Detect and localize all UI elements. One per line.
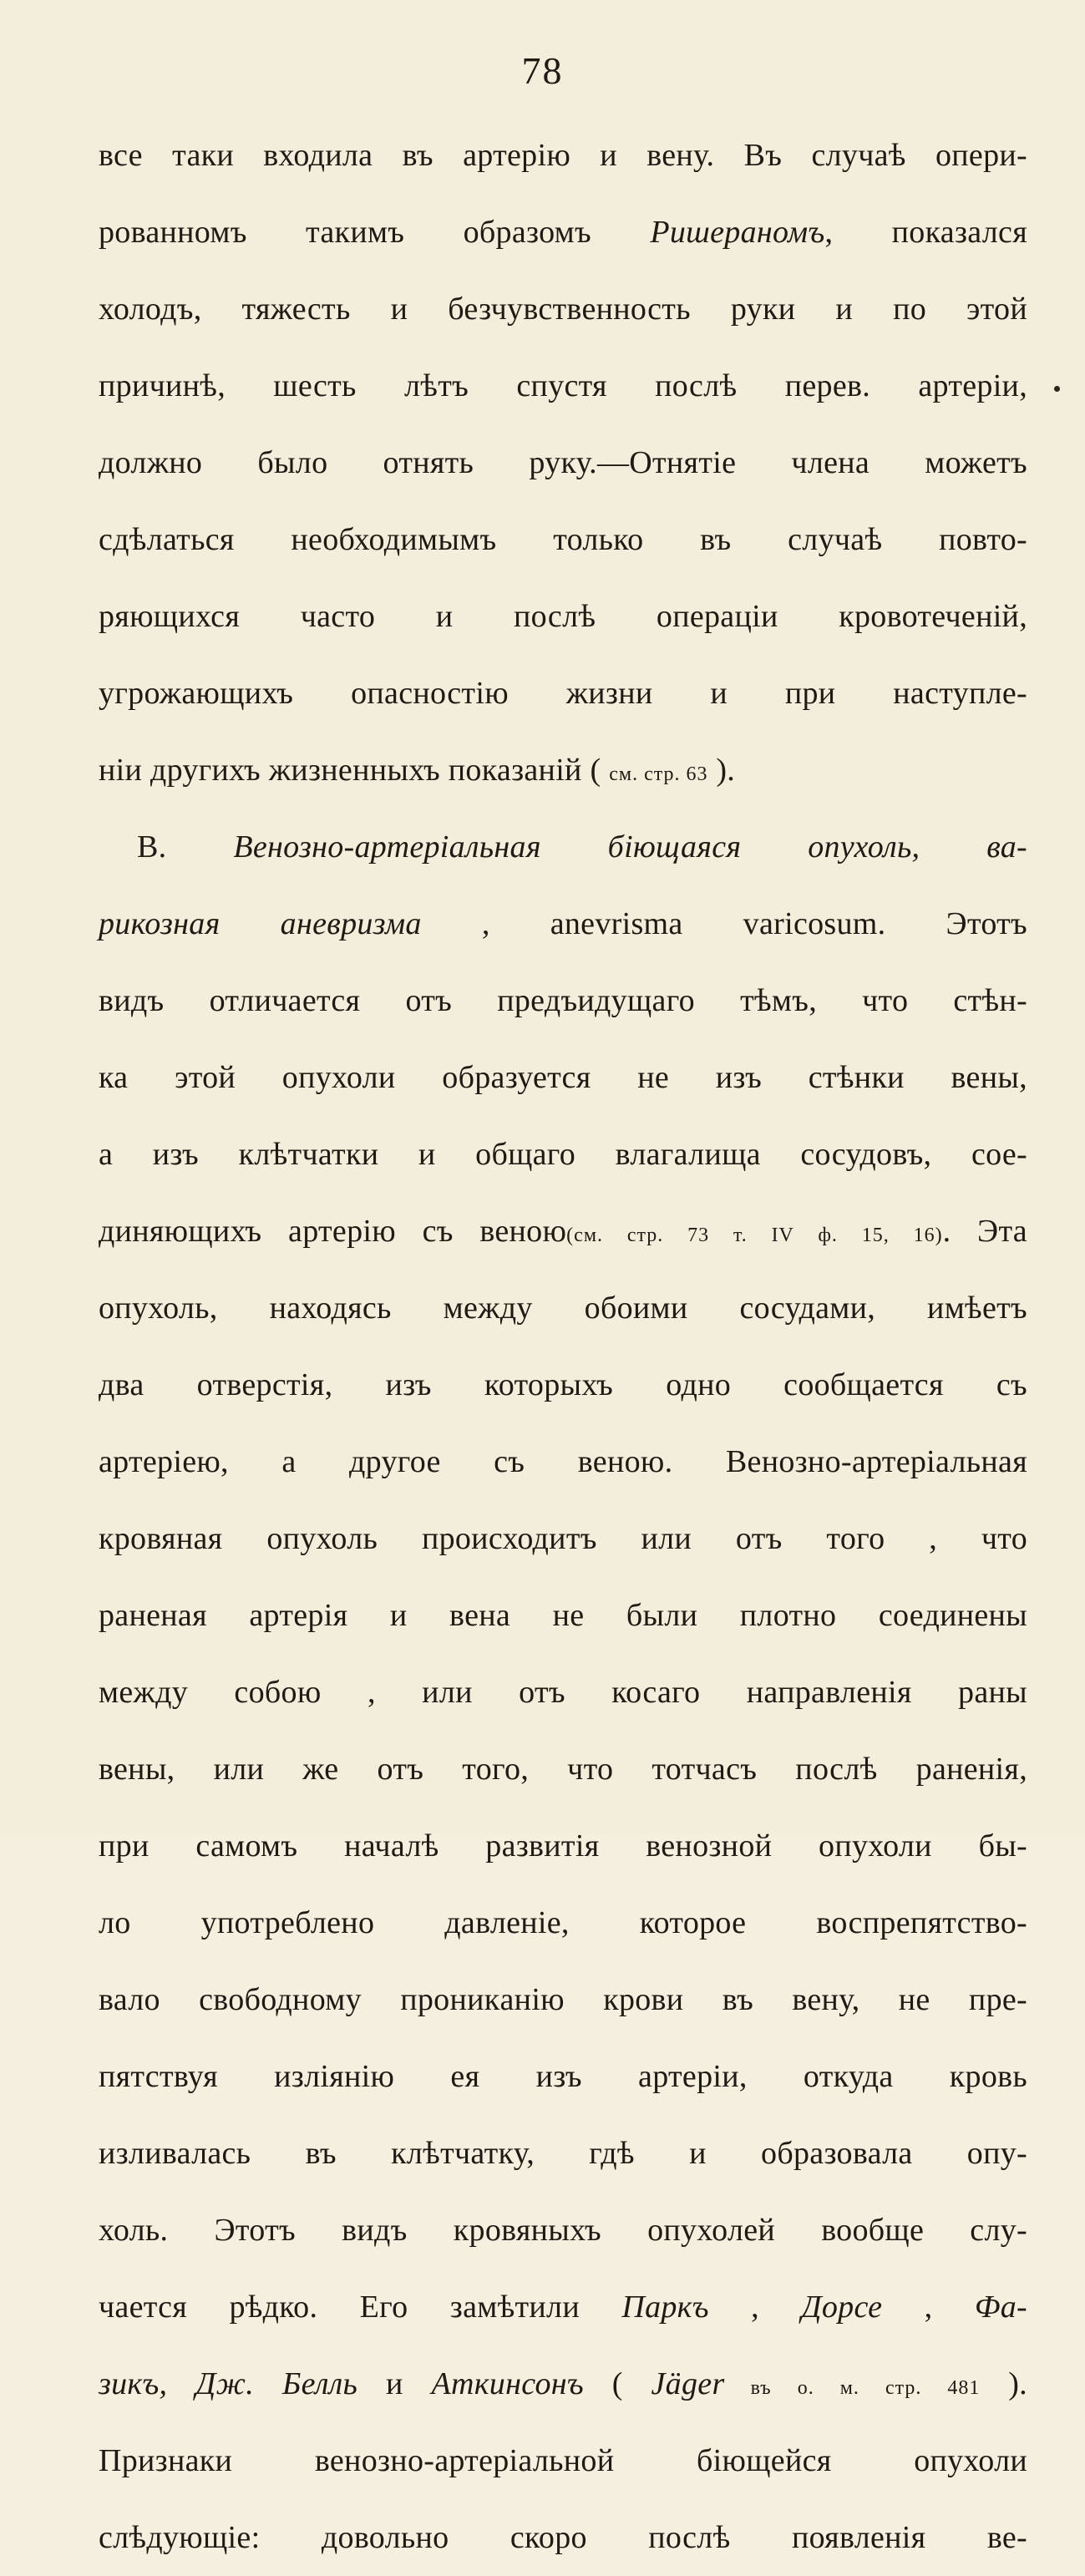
- text-line: [99, 1500, 1027, 1577]
- italic-segment: Дорсе: [801, 2289, 883, 2325]
- text-line: [99, 194, 1027, 271]
- text-line: [99, 2422, 1027, 2499]
- text-segment: пятствуя изліянію ея изъ артеріи, откуда кровь: [99, 2059, 1027, 2094]
- text-segment: вало свободному проникaнію крови въ вену, не пре-: [99, 1982, 1027, 2017]
- text-line: [99, 501, 1027, 578]
- ink-speck: [1054, 386, 1060, 392]
- text-segment: (: [583, 2366, 652, 2401]
- text-segment: изливалась въ клѣтчатку, гдѣ и образовала опу-: [99, 2136, 1027, 2171]
- text-segment: ,: [708, 2289, 802, 2325]
- text-line: [99, 1654, 1027, 1731]
- text-segment: ,: [882, 2289, 975, 2325]
- text-line: [99, 1116, 1027, 1193]
- italic-segment: Фа-: [974, 2289, 1027, 2325]
- text-line: [99, 347, 1027, 424]
- text-line: [99, 1039, 1027, 1116]
- text-segment: должно было отнять руку.—Отнятіе члена можетъ: [99, 445, 1027, 480]
- text-line: [99, 1577, 1027, 1654]
- text-segment: В.: [137, 829, 234, 865]
- text-segment: артеріею, а другое съ веною. Венозно-артеріальная: [99, 1444, 1027, 1479]
- text-line: [99, 1193, 1027, 1270]
- text-segment: чается рѣдко. Его замѣтили: [99, 2289, 622, 2325]
- italic-segment: Аткинсонъ: [431, 2366, 584, 2401]
- body-text: [99, 117, 1027, 2576]
- text-segment: ряющихся часто и послѣ операціи кровотеченій,: [99, 599, 1027, 634]
- text-line: [99, 2499, 1027, 2576]
- text-line: [99, 271, 1027, 347]
- italic-segment: Паркъ: [621, 2289, 709, 2325]
- text-segment: диняющихъ артерію съ веною: [99, 1214, 567, 1249]
- text-line: [99, 2192, 1027, 2269]
- text-segment: ло употреблено давленіе, которое воспрепятство-: [99, 1905, 1027, 1940]
- text-line: [99, 1808, 1027, 1884]
- text-line: [99, 2115, 1027, 2192]
- text-line: [99, 2269, 1027, 2345]
- text-line: [99, 1961, 1027, 2038]
- text-segment: угрожающихъ опасностію жизни и при наступле-: [99, 676, 1027, 711]
- italic-segment: зикъ, Дж. Белль: [99, 2366, 358, 2401]
- text-line: [99, 424, 1027, 501]
- text-segment: холодъ, тяжесть и безчувственность руки и по этой: [99, 292, 1027, 327]
- text-line: [99, 1270, 1027, 1346]
- text-segment: причинѣ, шесть лѣтъ спустя послѣ перев. артеріи,: [99, 368, 1027, 403]
- text-line: [99, 962, 1027, 1039]
- italic-segment: Венозно-артеріальная біющаяся опухоль, ва-: [233, 829, 1027, 865]
- reference-segment: въ о. м. стр. 481: [724, 2377, 981, 2399]
- text-segment: вены, или же отъ того, что тотчасъ послѣ раненія,: [99, 1752, 1027, 1787]
- text-line: [99, 2345, 1027, 2422]
- text-line: [99, 655, 1027, 732]
- text-segment: холь. Этотъ видъ кровяныхъ опухолей вообще слу-: [99, 2213, 1027, 2248]
- text-segment: все таки входила въ артерію и вену. Въ случаѣ опери-: [99, 138, 1027, 173]
- text-line: [99, 578, 1027, 655]
- text-segment: сдѣлаться необходимымъ только въ случаѣ повто-: [99, 522, 1027, 557]
- text-segment: при самомъ началѣ развитія венозной опухоли бы-: [99, 1828, 1027, 1864]
- reference-segment: см. стр. 63: [609, 763, 708, 785]
- text-line: [99, 1346, 1027, 1423]
- text-segment: а изъ клѣтчатки и общаго влагалища сосудовъ, сое-: [99, 1137, 1027, 1172]
- text-segment: раненая артерія и вена не были плотно соединены: [99, 1598, 1027, 1633]
- text-segment: Признаки венозно-артеріальной біющейся опухоли: [99, 2443, 1027, 2478]
- text-line: [99, 732, 1027, 809]
- text-segment: рованномъ такимъ образомъ: [99, 215, 651, 250]
- text-segment: два отверстія, изъ которыхъ одно сообщается съ: [99, 1367, 1027, 1402]
- text-segment: кровяная опухоль происходитъ или отъ того , что: [99, 1521, 1027, 1556]
- text-segment: ка этой опухоли образуется не изъ стѣнки вены,: [99, 1060, 1027, 1095]
- text-segment: между собою , или отъ косаго направленія раны: [99, 1675, 1027, 1710]
- text-line: [99, 2038, 1027, 2115]
- reference-segment: (см. стр. 73 т. IV ф. 15, 16): [566, 1225, 943, 1246]
- text-segment: ніи другихъ жизненныхъ показаній (: [99, 753, 610, 788]
- text-segment: ).: [707, 753, 736, 788]
- text-segment: видъ отличается отъ предъидущаго тѣмъ, что стѣн-: [99, 983, 1027, 1018]
- italic-segment: Jäger: [651, 2366, 725, 2401]
- text-segment: и: [357, 2366, 432, 2401]
- text-line: [99, 809, 1027, 885]
- text-segment: , anevrisma varicosum. Этотъ: [421, 906, 1027, 941]
- text-segment: слѣдующіе: довольно скоро послѣ появленія ве-: [99, 2520, 1027, 2555]
- text-segment: опухоль, находясь между обоими сосудами, имѣетъ: [99, 1291, 1027, 1326]
- page-number: 78: [521, 49, 564, 92]
- text-line: [99, 1884, 1027, 1961]
- text-segment: ).: [980, 2366, 1027, 2401]
- italic-segment: рикозная аневризма: [99, 906, 422, 941]
- text-segment: . Эта: [942, 1214, 1027, 1249]
- text-line: [99, 1731, 1027, 1808]
- text-line: [99, 117, 1027, 194]
- italic-segment: Ришерaномъ: [650, 215, 825, 250]
- text-segment: , показался: [824, 215, 1027, 250]
- text-line: [99, 885, 1027, 962]
- text-line: [99, 1423, 1027, 1500]
